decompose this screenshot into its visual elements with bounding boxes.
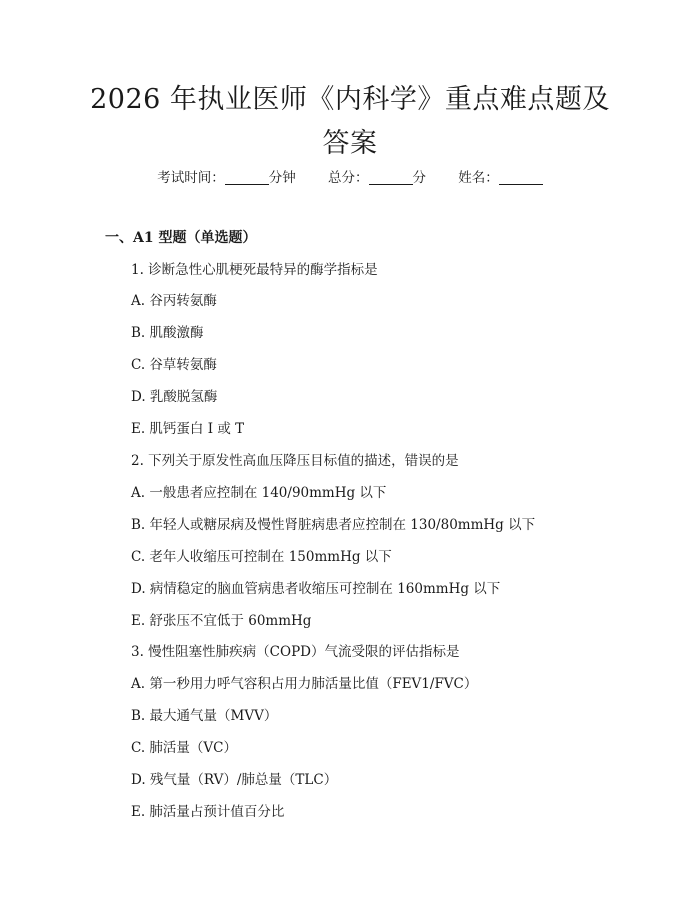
option-1-d: D. 乳酸脱氢酶 (131, 389, 218, 405)
question-stem-2: 2. 下列关于原发性高血压降压目标值的描述，错误的是 (131, 453, 459, 469)
total-score-label: 总分： (328, 170, 369, 186)
total-score-blank (369, 170, 413, 185)
exam-time-label: 考试时间： (157, 170, 225, 186)
option-2-b: B. 年轻人或糖尿病及慢性肾脏病患者应控制在 130/80mmHg 以下 (131, 517, 536, 533)
option-3-e: E. 肺活量占预计值百分比 (131, 804, 285, 820)
option-3-b: B. 最大通气量（MVV） (131, 708, 278, 724)
exam-time-unit: 分钟 (268, 170, 296, 186)
option-2-a: A. 一般患者应控制在 140/90mmHg 以下 (131, 485, 387, 501)
option-3-d: D. 残气量（RV）/肺总量（TLC） (131, 772, 338, 788)
option-3-c: C. 肺活量（VC） (131, 740, 238, 756)
section-title: 一、A1 型题（单选题） (105, 230, 257, 246)
exam-time (157, 170, 300, 186)
student-name (458, 170, 543, 186)
question-stem-3: 3. 慢性阻塞性肺疾病（COPD）气流受限的评估指标是 (131, 644, 460, 660)
option-1-c: C. 谷草转氨酶 (131, 357, 217, 373)
option-2-d: D. 病情稳定的脑血管病患者收缩压可控制在 160mmHg 以下 (131, 581, 501, 597)
total-score-unit: 分 (412, 170, 426, 186)
option-3-a: A. 第一秒用力呼气容积占用力肺活量比值（FEV1/FVC） (131, 676, 478, 692)
option-1-b: B. 肌酸激酶 (131, 325, 204, 341)
option-1-a: A. 谷丙转氨酶 (131, 293, 217, 309)
question-stem-1: 1. 诊断急性心肌梗死最特异的酶学指标是 (131, 262, 378, 278)
total-score (328, 170, 430, 186)
student-name-label: 姓名： (458, 170, 499, 186)
option-2-c: C. 老年人收缩压可控制在 150mmHg 以下 (131, 549, 392, 565)
option-1-e: E. 肌钙蛋白 I 或 T (131, 421, 245, 437)
exam-meta (0, 168, 700, 188)
page-title: 2026 年执业医师《内科学》重点难点题及答案 (90, 84, 610, 159)
student-name-blank (499, 170, 543, 185)
exam-time-blank (225, 170, 269, 185)
option-2-e: E. 舒张压不宜低于 60mmHg (131, 613, 312, 629)
